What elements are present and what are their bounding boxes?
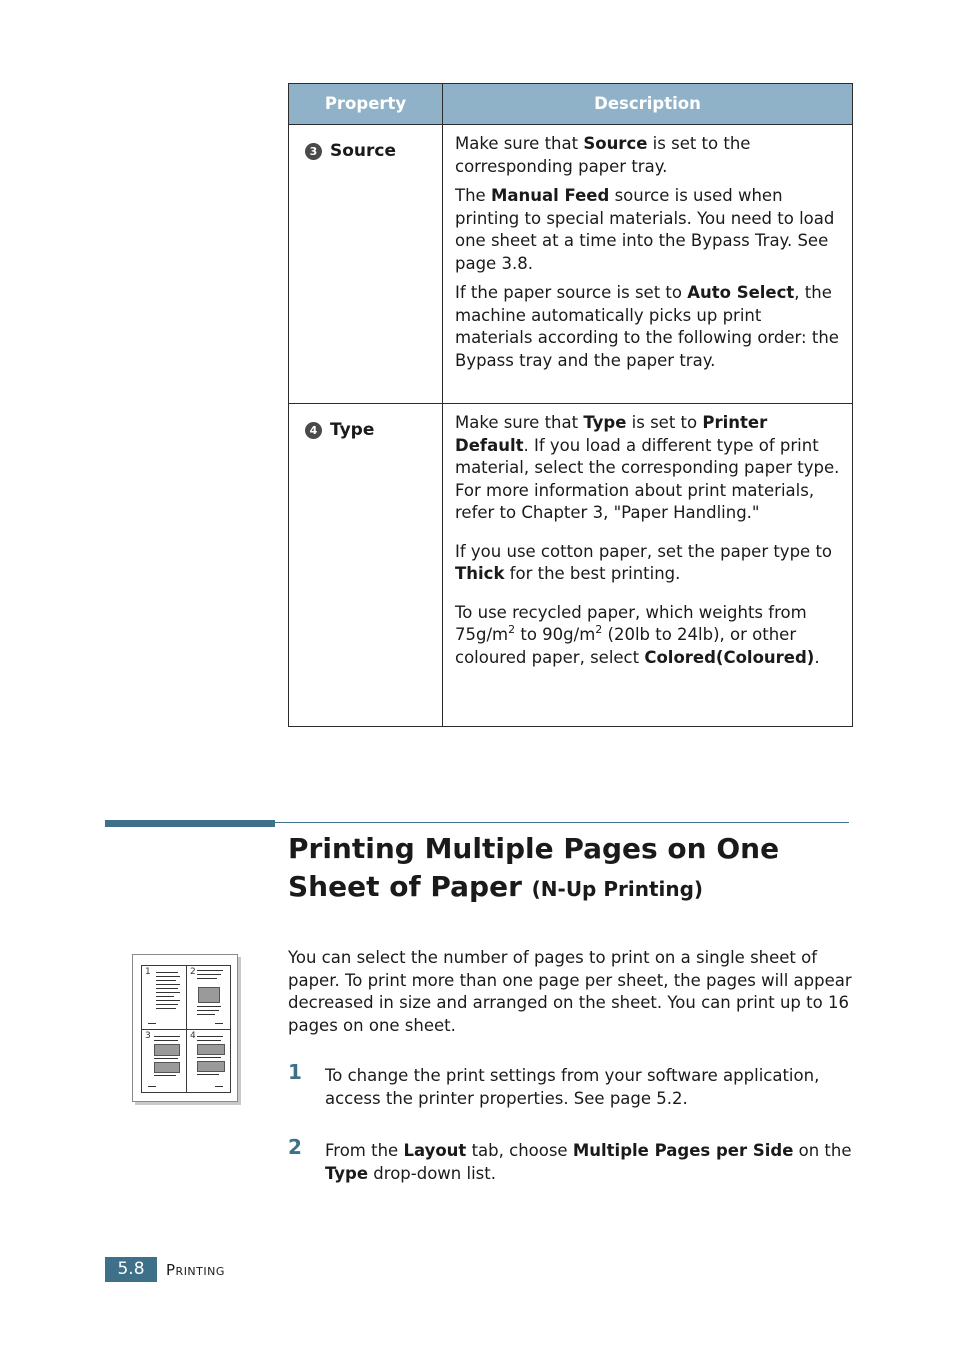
description-cell — [443, 125, 853, 404]
page-number: 5.8 — [105, 1257, 157, 1282]
header-property: Property — [289, 84, 443, 125]
number-3-icon: 3 — [305, 143, 322, 160]
description-paragraph: To use recycled paper, which weights from $75g/m^2$ to $90g/m^2$ (20lb to 24lb), or other coloured paper, select Colored(Coloured). — [455, 602, 820, 667]
mini-page-4: 4 — [187, 1030, 229, 1092]
property-table — [288, 83, 853, 727]
section-rule — [275, 822, 849, 823]
table-header-row — [289, 84, 853, 125]
section-subtitle: (N-Up Printing) — [531, 877, 704, 901]
property-name: Type — [330, 420, 375, 440]
section-rule-accent — [105, 820, 275, 827]
step-number: 1 — [288, 1060, 302, 1084]
step-text: From the Layout tab, choose Multiple Pages per Side on the Type drop-down list. — [325, 1141, 852, 1183]
description-cell — [443, 404, 853, 727]
property-name: Source — [330, 141, 397, 161]
property-cell — [289, 125, 443, 404]
n-up-sheet-illustration — [132, 954, 238, 1102]
description-paragraph: Make sure that Source is set to the corresponding paper tray. — [455, 134, 751, 176]
table-row — [289, 125, 853, 404]
step-number: 2 — [288, 1135, 302, 1159]
section-title: Printing Multiple Pages on One Sheet of Paper (N-Up Printing) — [288, 832, 780, 903]
step-text: To change the print settings from your software application, access the printer properties. See page 5.2. — [325, 1066, 820, 1108]
table-row — [289, 404, 853, 727]
property-cell — [289, 404, 443, 727]
sheet-frame — [141, 965, 231, 1093]
description-paragraph: Make sure that Type is set to Printer Default. If you load a different type of print material, select the corresponding paper type. For more information about print materials, refer to Chapter 3, "Paper Handling." — [455, 413, 840, 522]
mini-page-3: 3 — [142, 1030, 184, 1092]
description-paragraph: The Manual Feed source is used when printing to special materials. You need to load one sheet at a time into the Bypass Tray. See page 3.8. — [455, 186, 835, 273]
header-description: Description — [443, 84, 853, 125]
mini-page-1: 1 — [142, 966, 184, 1028]
step-2 — [288, 1135, 853, 1185]
step-1 — [288, 1060, 853, 1110]
footer-section-name: Printing — [166, 1261, 225, 1279]
description-paragraph: If you use cotton paper, set the paper type to Thick for the best printing. — [455, 541, 833, 583]
intro-paragraph: You can select the number of pages to print on a single sheet of paper. To print more than one page per sheet, the pages will appear decreased in size and arranged on the sheet. You can print up to 16 pages on one sheet. — [288, 948, 852, 1035]
mini-page-2: 2 — [187, 966, 229, 1028]
description-paragraph: If the paper source is set to Auto Select, the machine automatically picks up print materials according to the following order: the Bypass tray and the paper tray. — [455, 283, 839, 370]
number-4-icon: 4 — [305, 422, 322, 439]
